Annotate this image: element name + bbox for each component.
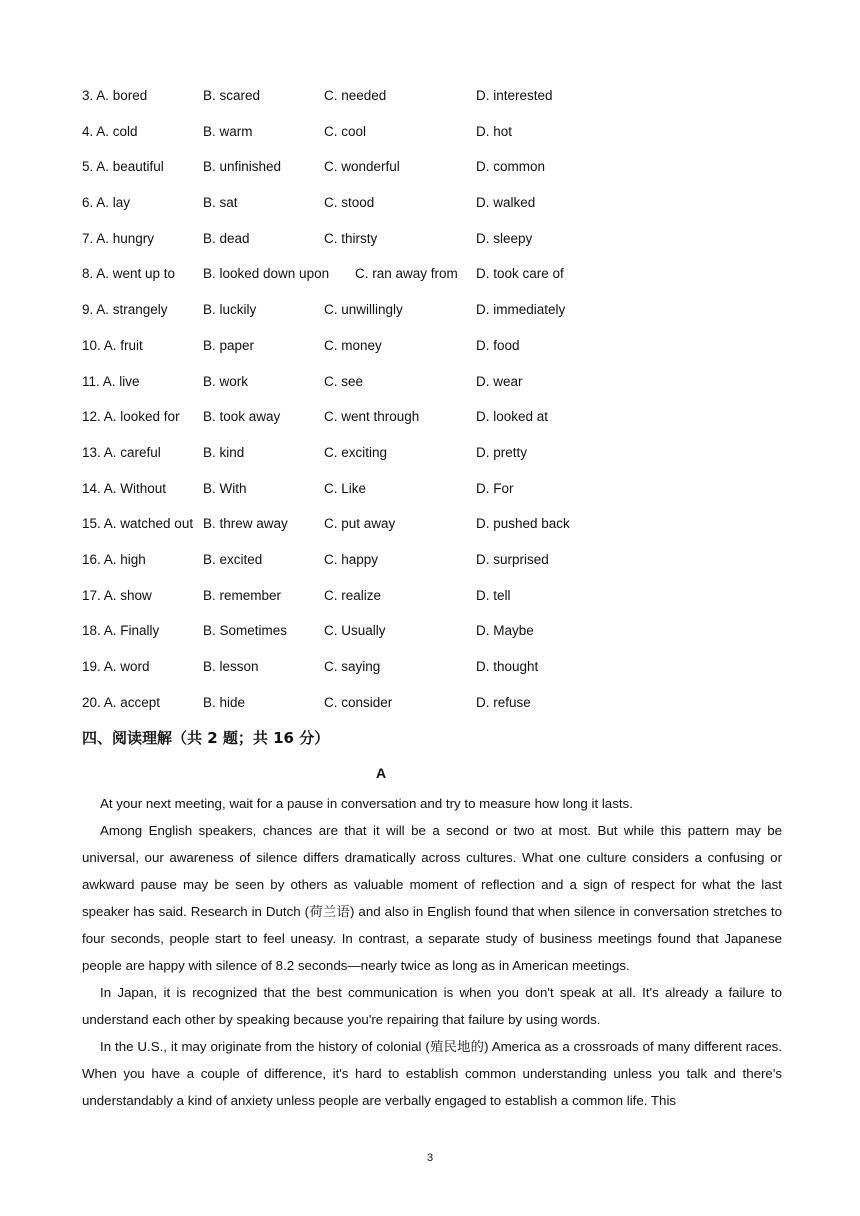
option-c: C. unwillingly [324, 302, 403, 318]
answer-options-list [82, 85, 782, 727]
option-d: D. For [476, 480, 514, 496]
option-b: B. threw away [203, 516, 288, 532]
option-a: 17. A. show [82, 587, 152, 603]
option-c: C. Like [324, 480, 367, 496]
option-a: 9. A. strangely [82, 302, 168, 318]
question-row [82, 156, 782, 192]
option-c: C. money [324, 337, 382, 353]
option-c: C. ran away from [355, 266, 458, 282]
question-row [82, 406, 782, 442]
option-d: D. wear [476, 373, 523, 389]
option-a: 4. A. cold [82, 123, 138, 139]
page-number: 3 [426, 1152, 434, 1164]
question-row [82, 228, 782, 264]
option-c: C. exciting [324, 444, 388, 460]
option-d: D. thought [476, 659, 539, 674]
option-c: C. see [324, 373, 364, 389]
option-b: B. took away [203, 409, 281, 425]
question-row [82, 513, 782, 549]
question-row [82, 585, 782, 621]
option-c: C. went through [324, 409, 420, 425]
option-d: D. tell [476, 587, 511, 603]
option-b: B. dead [203, 230, 250, 246]
option-c: C. happy [324, 551, 379, 567]
question-row [82, 478, 782, 514]
option-c: C. stood [324, 195, 375, 211]
question-row [82, 85, 782, 121]
option-c: C. wonderful [324, 159, 400, 175]
option-b: B. Sometimes [203, 623, 288, 639]
option-a: 18. A. Finally [82, 623, 160, 639]
option-a: 6. A. lay [82, 195, 131, 211]
option-b: B. paper [203, 337, 255, 353]
question-row [82, 371, 782, 407]
option-d: D. common [476, 159, 546, 175]
section-heading: 四、阅读理解（共 2 题；共 16 分） [82, 729, 330, 747]
option-a: 8. A. went up to [82, 266, 176, 282]
option-a: 7. A. hungry [82, 230, 155, 246]
option-c: C. realize [324, 587, 382, 603]
option-a: 14. A. Without [82, 480, 167, 496]
option-d: D. took care of [476, 266, 564, 282]
question-row [82, 263, 782, 299]
option-c: C. thirsty [324, 230, 378, 246]
question-row [82, 620, 782, 656]
option-d: D. hot [476, 123, 513, 139]
paragraph: Among English speakers, chances are that it will be a second or two at most. But while this pattern may be universal, our awareness of silence differs dramatically across cultures. What one culture considers a confusing or awkward pause may be seen by others as valuable moment of reflection and a sign of respect for what the last speaker has said. Research in Dutch (荷兰语) and also in English found that when silence in conversation stretches to four seconds, people start to feel uneasy. In contrast, a separate study of business meetings found that Japanese people are happy with silence of 8.2 seconds—nearly twice as long as in American meetings. [82, 823, 782, 973]
option-c: C. cool [324, 123, 367, 139]
reading-passage [82, 790, 782, 1114]
option-c: C. consider [324, 694, 393, 710]
option-b: B. remember [203, 587, 282, 603]
option-b: B. scared [203, 88, 261, 103]
option-a: 11. A. live [82, 373, 140, 389]
passage-title: A [375, 765, 387, 781]
option-d: D. surprised [476, 551, 549, 567]
option-a: 3. A. bored [82, 88, 148, 103]
option-b: B. With [203, 480, 247, 496]
option-b: B. hide [203, 694, 246, 710]
option-a: 19. A. word [82, 659, 150, 674]
option-c: C. put away [324, 516, 396, 532]
option-b: B. lesson [203, 659, 259, 674]
paragraph: At your next meeting, wait for a pause in conversation and try to measure how long it lasts. [100, 796, 633, 811]
option-b: B. kind [203, 444, 245, 460]
question-row [82, 442, 782, 478]
option-b: B. looked down upon [203, 266, 330, 282]
paragraph: In the U.S., it may originate from the history of colonial (殖民地的) America as a crossroads of many different races. When you have a couple of difference, it's hard to establish common understanding unless you talk and there's understandably a kind of anxiety unless people are verbally engaged to establish a common life. This [82, 1039, 782, 1108]
option-c: C. Usually [324, 623, 386, 639]
option-d: D. immediately [476, 302, 566, 318]
option-d: D. pretty [476, 444, 528, 460]
option-d: D. interested [476, 88, 553, 103]
question-row [82, 192, 782, 228]
option-b: B. excited [203, 551, 263, 567]
option-a: 15. A. watched out [82, 516, 194, 532]
question-row [82, 549, 782, 585]
option-d: D. Maybe [476, 623, 534, 639]
option-b: B. luckily [203, 302, 257, 318]
option-a: 10. A. fruit [82, 337, 143, 353]
option-c: C. needed [324, 88, 387, 103]
option-a: 5. A. beautiful [82, 159, 164, 175]
question-row [82, 656, 782, 692]
option-d: D. food [476, 337, 520, 353]
option-b: B. warm [203, 123, 253, 139]
option-d: D. pushed back [476, 516, 570, 532]
option-a: 13. A. careful [82, 444, 161, 460]
option-b: B. unfinished [203, 159, 282, 175]
option-c: C. saying [324, 659, 381, 674]
option-d: D. walked [476, 195, 536, 211]
question-row [82, 299, 782, 335]
option-a: 20. A. accept [82, 694, 161, 710]
option-d: D. refuse [476, 694, 531, 710]
option-d: D. looked at [476, 409, 549, 425]
option-b: B. sat [203, 195, 238, 211]
paragraph: In Japan, it is recognized that the best communication is when you don't speak at all. It's already a failure to understand each other by speaking because you're repairing that failure by using words. [82, 985, 782, 1027]
option-d: D. sleepy [476, 230, 533, 246]
option-a: 12. A. looked for [82, 409, 180, 425]
option-b: B. work [203, 373, 249, 389]
question-row [82, 692, 782, 728]
question-row [82, 121, 782, 157]
option-a: 16. A. high [82, 551, 146, 567]
question-row [82, 335, 782, 371]
